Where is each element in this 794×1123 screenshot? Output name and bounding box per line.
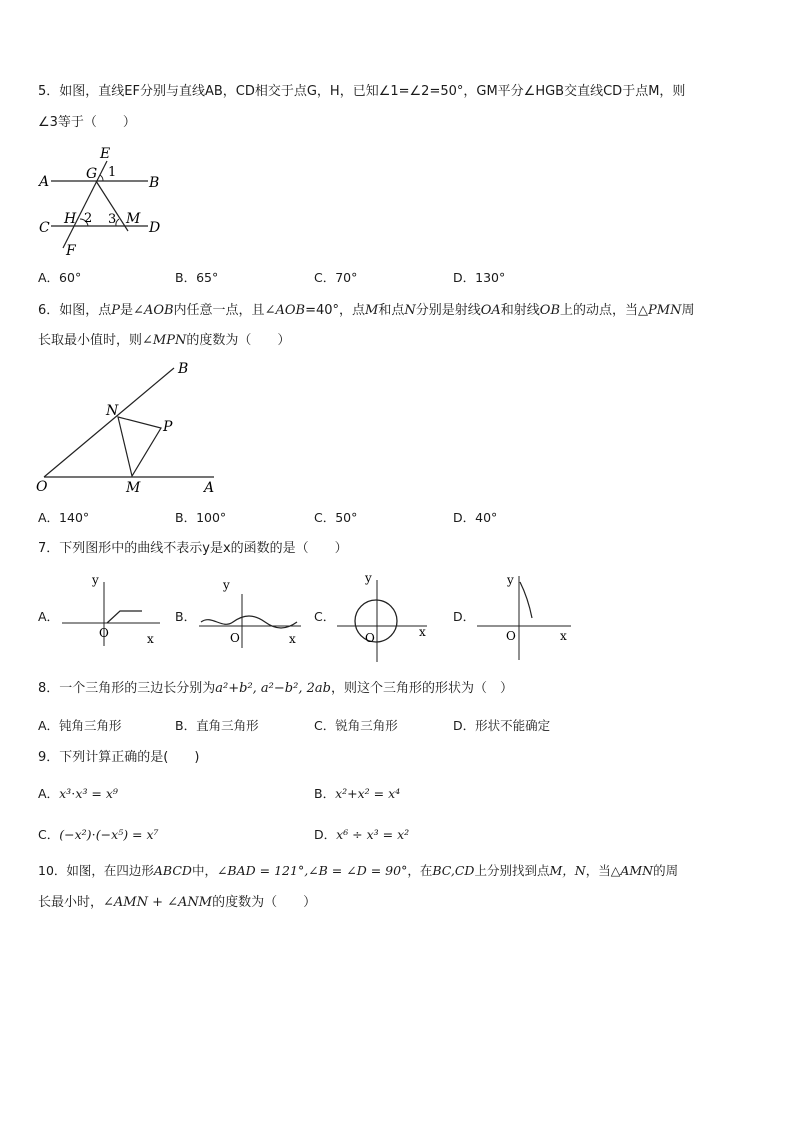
q6-text-k: 的度数为（ ） bbox=[186, 333, 291, 348]
q10-text-b: 中， bbox=[191, 863, 217, 878]
q10-condition: ∠BAD = 121°,∠B = ∠D = 90° bbox=[216, 863, 408, 878]
label-o: O bbox=[36, 479, 48, 495]
q8-option-d: D．形状不能确定 bbox=[453, 718, 551, 733]
origin-label: O bbox=[365, 631, 375, 645]
q6-angle-mpn: ∠MPN bbox=[142, 333, 187, 348]
q7-graph-a bbox=[60, 568, 165, 648]
q5-figure bbox=[36, 143, 176, 261]
q7-label-c: C． bbox=[314, 609, 336, 624]
angle-3-arc bbox=[116, 219, 119, 226]
q6-point-p: P bbox=[111, 303, 121, 318]
q6-text-h: 上的动点，当 bbox=[560, 303, 639, 318]
q6-text-e: 和点 bbox=[378, 303, 405, 318]
q7-graph-c bbox=[335, 566, 435, 664]
q8-option-b: B．直角三角形 bbox=[175, 718, 259, 733]
x-label: x bbox=[289, 632, 296, 646]
q10-text-c: ，在 bbox=[407, 863, 433, 878]
q9-label-b: B． bbox=[314, 786, 336, 801]
q6-option-b: B．100° bbox=[175, 510, 227, 525]
label-n: N bbox=[106, 403, 119, 419]
q6-option-d: D．40° bbox=[453, 510, 498, 525]
q8-text-a: 8．一个三角形的三边长分别为 bbox=[38, 681, 216, 696]
q10-quad: ABCD bbox=[153, 863, 192, 878]
q10-text-h: 的度数为（ ） bbox=[212, 895, 317, 910]
q7-graph-b bbox=[197, 572, 307, 650]
q8-text-b: ，则这个三角形的形状为（ ） bbox=[330, 681, 513, 696]
x-label: x bbox=[560, 629, 567, 643]
q9-option-d bbox=[314, 827, 409, 843]
curve bbox=[107, 611, 142, 623]
label-m: M bbox=[126, 211, 141, 227]
origin-label: O bbox=[99, 626, 109, 640]
q6-angle-aob: ∠AOB bbox=[133, 303, 174, 318]
q8-option-a: A．钝角三角形 bbox=[38, 718, 122, 733]
x-label: x bbox=[147, 632, 154, 646]
q10-text-d: 上分别找到点 bbox=[474, 863, 550, 878]
curve bbox=[355, 600, 397, 642]
q6-point-n: N bbox=[404, 303, 416, 318]
origin-label: O bbox=[230, 631, 240, 645]
q10-sides: BC,CD bbox=[432, 863, 475, 878]
label-p: P bbox=[163, 419, 173, 435]
q6-text-j: 长取最小值时，则 bbox=[38, 333, 143, 348]
label-e: E bbox=[100, 146, 111, 162]
q9-option-a bbox=[38, 786, 118, 802]
q6-ray-ob: OB bbox=[539, 303, 560, 318]
q6-figure bbox=[34, 360, 224, 500]
q7-label-a: A． bbox=[38, 609, 60, 624]
q5-stem-line2: ∠3等于（ ） bbox=[38, 115, 136, 130]
x-label: x bbox=[419, 625, 426, 639]
q9-expr-c: (−x²)⋅(−x⁵) = x⁷ bbox=[59, 827, 159, 842]
q6-angle-aob-2: ∠AOB bbox=[264, 303, 306, 318]
q5-option-d: D．130° bbox=[453, 270, 506, 285]
q6-point-m: M bbox=[365, 303, 379, 318]
q6-ray-oa: OA bbox=[480, 303, 501, 318]
label-g: G bbox=[86, 166, 98, 182]
q6-text-b: 是 bbox=[120, 303, 134, 318]
q10-text-a: 10．如图，在四边形 bbox=[38, 863, 154, 878]
q9-option-c bbox=[38, 827, 159, 843]
label-c: C bbox=[39, 220, 50, 236]
q6-stem-line1 bbox=[38, 303, 694, 319]
q5-option-c: C．70° bbox=[314, 270, 358, 285]
label-b: B bbox=[178, 361, 189, 377]
q10-text-f: 的周 bbox=[653, 863, 679, 878]
ray-ob bbox=[44, 368, 174, 477]
q7-graph-d bbox=[475, 570, 575, 662]
y-label: y bbox=[223, 578, 230, 592]
q10-stem-line2 bbox=[38, 895, 316, 911]
q6-option-a: A．140° bbox=[38, 510, 90, 525]
q6-text-f: 分别是射线 bbox=[415, 303, 481, 318]
q10-points: M，N bbox=[549, 863, 586, 878]
q8-option-c: C．锐角三角形 bbox=[314, 718, 398, 733]
q7-stem: 7．下列图形中的曲线不表示y是x的函数的是（ ） bbox=[38, 541, 348, 556]
q9-label-c: C． bbox=[38, 827, 60, 842]
q6-text-d: =40°，点 bbox=[305, 303, 365, 318]
label-h: H bbox=[64, 211, 77, 227]
label-b: B bbox=[149, 175, 160, 191]
q6-text-c: 内任意一点，且 bbox=[173, 303, 265, 318]
q9-label-a: A． bbox=[38, 786, 60, 801]
q7-label-b: B． bbox=[175, 609, 197, 624]
q9-stem: 9．下列计算正确的是( ) bbox=[38, 750, 200, 765]
line-ef bbox=[63, 161, 107, 248]
q9-expr-a: x³⋅x³ = x⁹ bbox=[59, 786, 118, 801]
y-label: y bbox=[507, 573, 514, 587]
label-3: 3 bbox=[108, 212, 117, 227]
q5-option-a: A．60° bbox=[38, 270, 82, 285]
q8-expression: a²+b², a²−b², 2ab bbox=[215, 681, 331, 696]
label-a: A bbox=[204, 480, 215, 496]
label-a: A bbox=[39, 174, 50, 190]
q10-stem-line1 bbox=[38, 863, 678, 879]
label-f: F bbox=[66, 243, 76, 259]
label-2: 2 bbox=[84, 211, 93, 226]
q6-triangle: △PMN bbox=[638, 303, 682, 318]
q6-option-c: C．50° bbox=[314, 510, 358, 525]
q10-text-e: ，当 bbox=[585, 863, 611, 878]
q6-text-g: 和射线 bbox=[500, 303, 540, 318]
triangle-pmn bbox=[118, 417, 161, 476]
origin-label: O bbox=[506, 629, 516, 643]
q9-expr-d: x⁶ ÷ x³ = x² bbox=[336, 827, 410, 842]
q9-label-d: D． bbox=[314, 827, 337, 842]
q9-expr-b: x²+x² = x⁴ bbox=[335, 786, 401, 801]
q5-option-b: B．65° bbox=[175, 270, 219, 285]
q10-triangle: △AMN bbox=[610, 863, 654, 878]
label-d: D bbox=[149, 220, 161, 236]
q8-stem bbox=[38, 681, 513, 697]
q5-stem-line1: 5．如图，直线EF分别与直线AB，CD相交于点G，H，已知∠1=∠2=50°，GM平分∠HGB交直线CD于点M，则 bbox=[38, 84, 686, 99]
q9-option-b bbox=[314, 786, 400, 802]
y-label: y bbox=[365, 571, 372, 585]
q7-label-d: D． bbox=[453, 609, 476, 624]
y-label: y bbox=[92, 573, 99, 587]
q6-stem-line2 bbox=[38, 333, 290, 349]
curve bbox=[520, 582, 532, 618]
q6-text-a: 6．如图，点 bbox=[38, 303, 112, 318]
label-m: M bbox=[126, 480, 141, 496]
q10-angle-sum: ∠AMN + ∠ANM bbox=[103, 895, 213, 910]
q10-text-g: 长最小时， bbox=[38, 895, 104, 910]
label-1: 1 bbox=[108, 165, 117, 180]
q6-text-i: 周 bbox=[681, 303, 695, 318]
angle-1-arc bbox=[100, 175, 103, 181]
